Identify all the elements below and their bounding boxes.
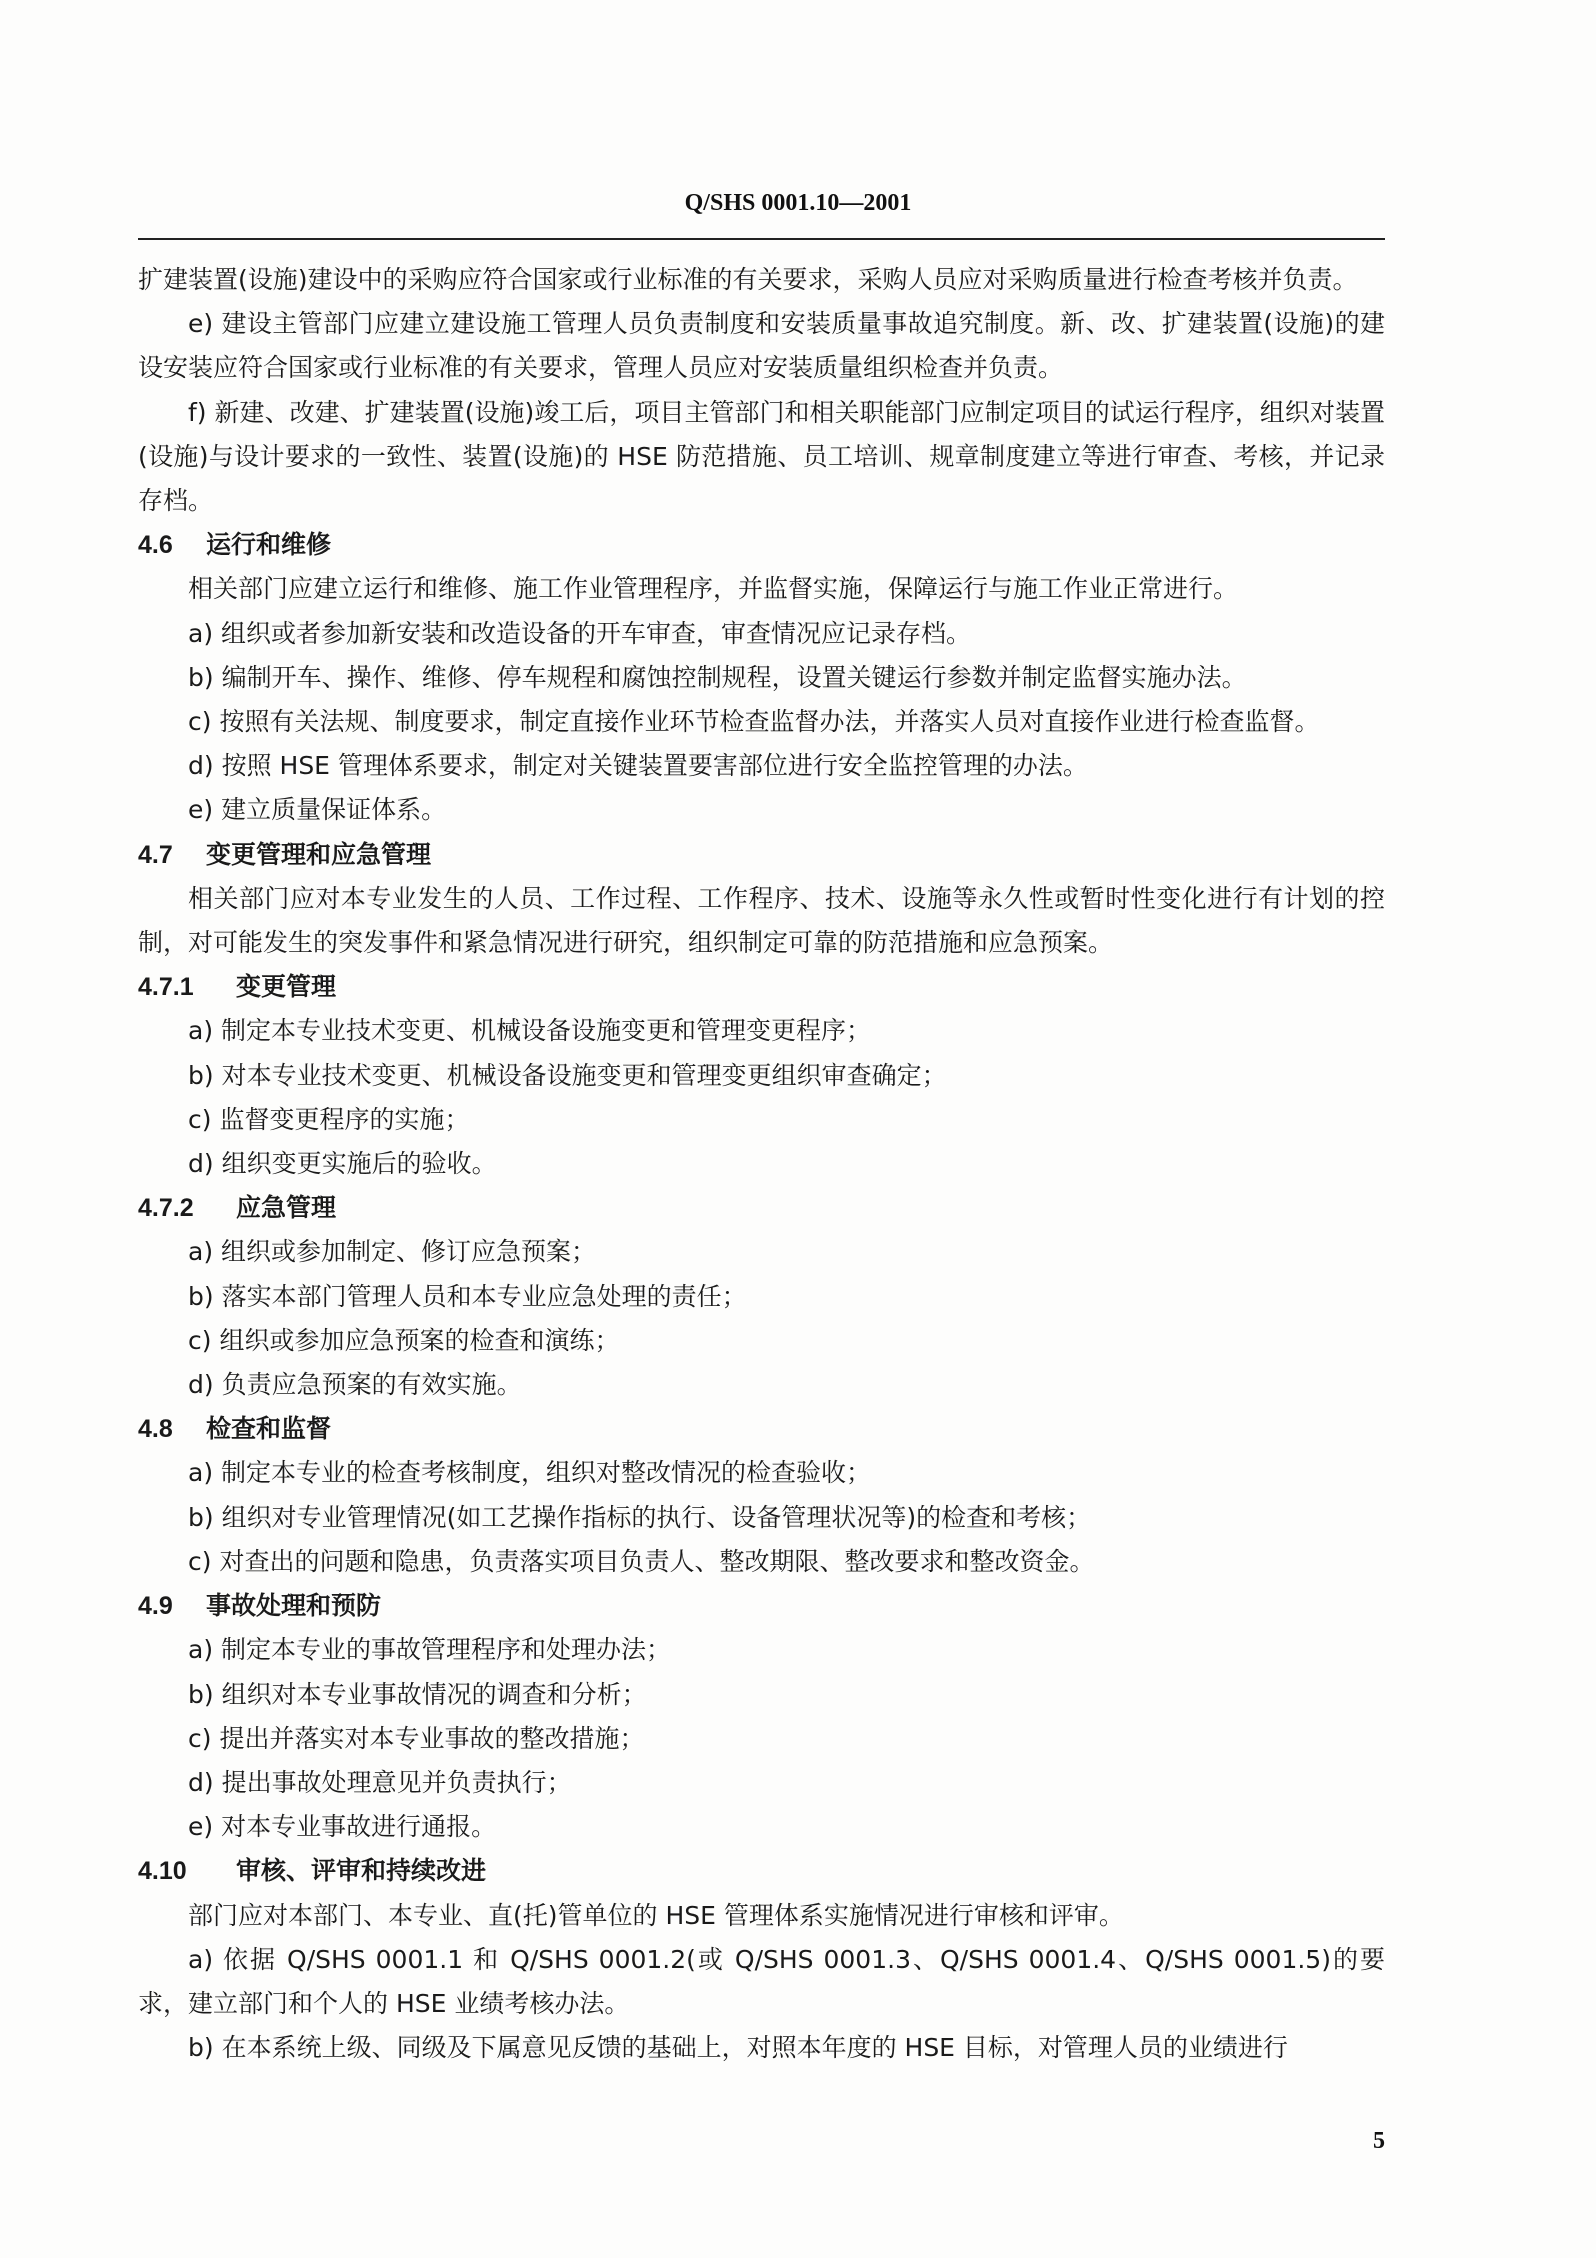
- paragraph: 相关部门应建立运行和维修、施工作业管理程序，并监督实施，保障运行与施工作业正常进行。: [188, 574, 1239, 604]
- section-title: 审核、评审和持续改进: [236, 1856, 487, 1886]
- list-item: e) 建立质量保证体系。: [188, 795, 447, 825]
- list-item: b) 落实本部门管理人员和本专业应急处理的责任；: [188, 1281, 747, 1311]
- list-item: b) 对本专业技术变更、机械设备设施变更和管理变更组织审查确定；: [188, 1060, 947, 1090]
- section-heading-4-7: [138, 833, 1385, 877]
- list-item: a) 制定本专业技术变更、机械设备设施变更和管理变更程序；: [188, 1016, 872, 1046]
- section-number: 4.7: [138, 840, 173, 869]
- list-item: d) 组织变更实施后的验收。: [188, 1149, 497, 1179]
- section-number: 4.6: [138, 531, 173, 560]
- paragraph: 相关部门应对本专业发生的人员、工作过程、工作程序、技术、设施等永久性或暂时性变化进行有计划的控制，对可能发生的突发事件和紧急情况进行研究，组织制定可靠的防范措施和应急预案。: [138, 883, 1385, 958]
- section-title: 变更管理: [236, 972, 337, 1002]
- section-heading-4-7-1: [138, 965, 1385, 1009]
- list-item: b) 编制开车、操作、维修、停车规程和腐蚀控制规程，设置关键运行参数并制定监督实施办法。: [188, 662, 1247, 692]
- section-heading-4-10: [138, 1849, 1385, 1893]
- paragraph: 扩建装置(设施)建设中的采购应符合国家或行业标准的有关要求，采购人员应对采购质量进行检查考核并负责。: [138, 265, 1358, 294]
- list-item: f) 新建、改建、扩建装置(设施)竣工后，项目主管部门和相关职能部门应制定项目的试运行程序，组织对装置(设施)与设计要求的一致性、装置(设施)的 HSE 防范措施、员工培训、规章制度建立等进行审查、考核，并记录存档。: [138, 397, 1385, 516]
- document-body: [138, 258, 1385, 2070]
- section-number: 4.10: [138, 1857, 187, 1886]
- header-rule: [138, 238, 1385, 240]
- section-heading-4-7-2: [138, 1186, 1385, 1230]
- section-number: 4.8: [138, 1415, 173, 1444]
- list-item: e) 对本专业事故进行通报。: [188, 1812, 497, 1842]
- section-heading-4-8: [138, 1407, 1385, 1451]
- section-title: 检查和监督: [206, 1414, 332, 1444]
- list-item: c) 按照有关法规、制度要求，制定直接作业环节检查监督办法，并落实人员对直接作业进行检查监督。: [188, 707, 1320, 737]
- list-item: c) 组织或参加应急预案的检查和演练；: [188, 1325, 620, 1355]
- list-item: e) 建设主管部门应建立建设施工管理人员负责制度和安装质量事故追究制度。新、改、扩建装置(设施)的建设安装应符合国家或行业标准的有关要求，管理人员应对安装质量组织检查并负责。: [138, 309, 1385, 383]
- list-item: b) 组织对本专业事故情况的调查和分析；: [188, 1679, 647, 1709]
- list-item: c) 监督变更程序的实施；: [188, 1104, 470, 1134]
- list-item: b) 组织对专业管理情况(如工艺操作指标的执行、设备管理状况等)的检查和考核；: [188, 1502, 1092, 1532]
- list-item: a) 组织或参加制定、修订应急预案；: [188, 1237, 597, 1267]
- section-number: 4.7.1: [138, 973, 194, 1002]
- list-item: a) 制定本专业的检查考核制度，组织对整改情况的检查验收；: [188, 1458, 872, 1488]
- section-heading-4-6: [138, 523, 1385, 567]
- section-title: 变更管理和应急管理: [206, 839, 432, 869]
- section-title: 应急管理: [236, 1193, 337, 1223]
- paragraph: 部门应对本部门、本专业、直(托)管单位的 HSE 管理体系实施情况进行审核和评审。: [188, 1900, 1124, 1930]
- list-item: d) 提出事故处理意见并负责执行；: [188, 1767, 572, 1797]
- list-item: d) 负责应急预案的有效实施。: [188, 1370, 522, 1400]
- list-item: c) 对查出的问题和隐患，负责落实项目负责人、整改期限、整改要求和整改资金。: [188, 1546, 1095, 1576]
- section-number: 4.7.2: [138, 1194, 194, 1223]
- section-title: 运行和维修: [206, 530, 332, 560]
- list-item: a) 组织或者参加新安装和改造设备的开车审查，审查情况应记录存档。: [188, 618, 972, 648]
- list-item: d) 按照 HSE 管理体系要求，制定对关键装置要害部位进行安全监控管理的办法。: [188, 751, 1088, 781]
- page-header: Q/SHS 0001.10—2001: [684, 190, 912, 216]
- section-title: 事故处理和预防: [206, 1591, 382, 1621]
- section-number: 4.9: [138, 1592, 173, 1621]
- list-item: a) 制定本专业的事故管理程序和处理办法；: [188, 1635, 672, 1665]
- list-item: b) 在本系统上级、同级及下属意见反馈的基础上，对照本年度的 HSE 目标，对管理人员的业绩进行: [188, 2033, 1288, 2063]
- page-number: 5: [1373, 2128, 1385, 2154]
- list-item: c) 提出并落实对本专业事故的整改措施；: [188, 1723, 645, 1753]
- list-item: a) 依据 Q/SHS 0001.1 和 Q/SHS 0001.2(或 Q/SHS 0001.3、Q/SHS 0001.4、Q/SHS 0001.5)的要求，建立部门和个人的 HSE 业绩考核办法。: [138, 1944, 1385, 2018]
- section-heading-4-9: [138, 1584, 1385, 1628]
